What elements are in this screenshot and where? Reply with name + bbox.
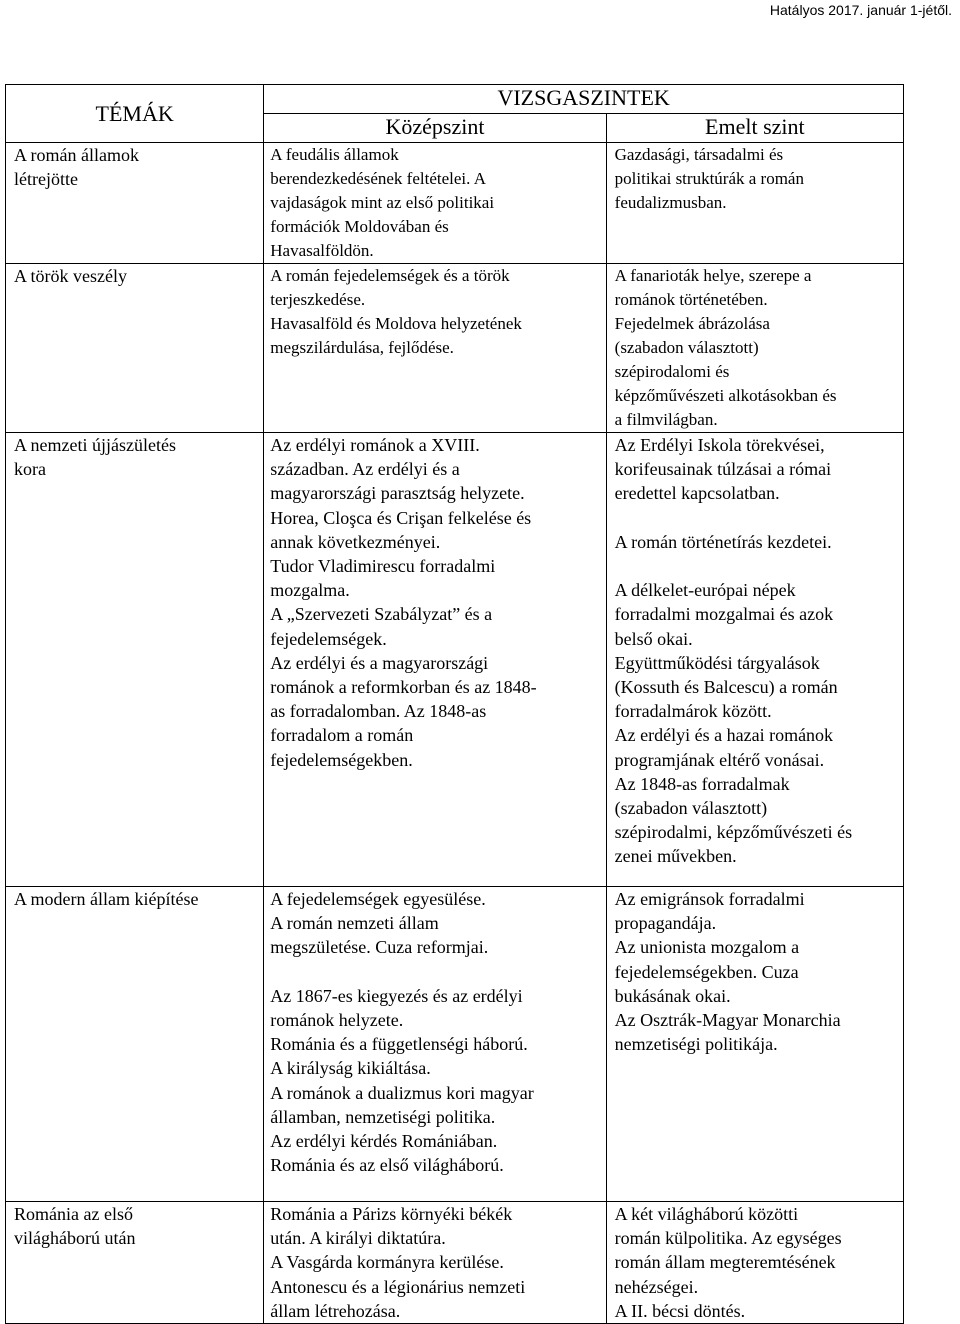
cell-line: annak következményei. [270,531,441,552]
spacer [615,554,903,578]
cell-line: A modern állam kiépítése [14,889,199,909]
cell-line: Tudor Vladimirescu forradalmi [270,556,496,577]
cell-line: állam létrehozása. [270,1300,401,1321]
cell-line: forradalmárok között. [614,701,772,722]
cell-line: A fanarioták helye, szerepe a [614,266,812,285]
cell-line: A két világháború közötti [614,1204,799,1224]
cell-line: formációk Moldovában és [270,217,449,236]
cell-line: korifeusainak túlzásai a római [614,459,832,480]
cell-line: programjának eltérő vonásai. [614,749,825,770]
cell-line: feudalizmusban. [614,193,727,212]
cell-line: A „Szervezeti Szabályzat” és a [270,604,493,625]
cell-line: vajdaságok mint az első politikai [270,193,495,212]
validity-note: Hatályos 2017. január 1-jétől. [769,2,952,18]
cell-line: megszilárdulása, fejlődése. [270,338,454,357]
cell-line: a filmvilágban. [614,410,718,429]
cell-line: után. A királyi diktatúra. [270,1228,446,1249]
cell-line: Antonescu és a légionárius nemzeti [270,1276,526,1297]
mid-level-cell [264,143,606,264]
cell-line: mozgalma. [270,580,350,601]
cell-line: román állam megteremtésének [614,1252,836,1273]
advanced-level-header: Emelt szint [606,114,903,143]
cell-line: kora [14,459,46,480]
cell-line: (szabadon választott) [614,338,759,357]
exam-topics-table [5,84,904,1324]
mid-level-cell [264,264,606,433]
cell-line: Az Osztrák-Magyar Monarchia [614,1010,841,1031]
cell-line: A királyság kikiáltása. [270,1058,431,1079]
mid-level-cell [264,887,606,1202]
advanced-level-cell [606,887,903,1202]
topic-cell [6,433,264,887]
table-row [6,264,904,433]
table-row [6,143,904,264]
cell-line: Havasalföldön. [270,241,374,260]
cell-line: zenei művekben. [614,846,737,867]
cell-line: Az Erdélyi Iskola törekvései, [614,435,825,455]
cell-line: nehézségei. [614,1276,699,1297]
topic-cell [6,264,264,433]
cell-line: A II. bécsi döntés. [614,1300,746,1321]
table-row [6,433,904,887]
cell-line: forradalmi mozgalmai és azok [614,604,834,625]
cell-line: as forradalomban. Az 1848-as [270,701,487,722]
cell-line: Az emigránsok forradalmi [614,889,805,909]
cell-line: Románia az első [14,1204,133,1224]
cell-line: államban, nemzetiségi politika. [270,1106,496,1127]
cell-line: A török veszély [14,266,127,286]
cell-line: A fejedelemségek egyesülése. [270,889,486,909]
cell-line: Az 1848-as forradalmak [614,773,790,794]
cell-line: Fejedelmek ábrázolása [614,314,770,333]
cell-line: fejedelemségekben. [270,749,413,770]
cell-line: Az 1867-es kiegyezés és az erdélyi [270,985,523,1006]
cell-line: létrejötte [14,169,78,190]
advanced-level-cell [606,1202,903,1324]
cell-line: Románia és a függetlenségi háború. [270,1034,528,1055]
topic-cell [6,143,264,264]
cell-line: Horea, Cloşca és Crişan felkelése és [270,507,532,528]
cell-line: forradalom a román [270,725,414,746]
cell-line: A nemzeti újjászületés [14,435,176,455]
cell-line: században. Az erdélyi és a [270,459,460,480]
cell-line: megszületése. Cuza reformjai. [270,937,489,958]
cell-line: A Vasgárda kormányra kerülése. [270,1252,504,1273]
topics-header: TÉMÁK [6,85,264,143]
cell-line: fejedelemségekben. Cuza [614,961,799,982]
cell-line: magyarországi parasztság helyzete. [270,483,525,504]
cell-line: (Kossuth és Balcescu) a román [614,677,838,697]
cell-line: képzőművészeti alkotásokban és [614,386,837,405]
levels-header: VIZSGASZINTEK [264,85,904,114]
cell-line: románok helyzete. [270,1010,404,1030]
cell-line: A román történetírás kezdetei. [614,531,832,552]
cell-line: belső okai. [614,628,693,649]
spacer [615,506,903,530]
cell-line: Az erdélyi és a hazai románok [614,725,834,746]
cell-line: románok történetében. [614,290,768,309]
spacer [270,960,605,984]
advanced-level-cell [606,433,903,887]
cell-line: terjeszkedése. [270,290,366,309]
cell-line: (szabadon választott) [614,798,768,819]
cell-line: bukásának okai. [614,985,731,1006]
cell-line: A román fejedelemségek és a török [270,266,510,285]
cell-line: Együttműködési tárgyalások [614,652,820,673]
cell-line: propagandája. [614,913,717,934]
cell-line: fejedelemségek. [270,628,387,649]
cell-line: Az unionista mozgalom a [614,937,800,958]
cell-line: Az erdélyi és a magyarországi [270,652,489,673]
cell-line: Románia és az első világháború. [270,1155,504,1176]
cell-line: szépirodalomi és [614,362,730,381]
advanced-level-cell [606,143,903,264]
table-row [6,1202,904,1324]
cell-line: A délkelet-európai népek [614,580,796,601]
cell-line: Havasalföld és Moldova helyzetének [270,314,522,333]
mid-level-cell [264,433,606,887]
cell-line: Románia a Párizs környéki békék [270,1204,513,1224]
cell-line: Az erdélyi románok a XVIII. [270,435,480,455]
cell-line: A románok a dualizmus kori magyar [270,1082,534,1103]
topic-cell [6,887,264,1202]
cell-line: románok a reformkorban és az 1848- [270,677,537,698]
cell-line: A román államok [14,145,139,165]
cell-line: A román nemzeti állam [270,913,439,934]
cell-line: román külpolitika. Az egységes [614,1228,842,1249]
cell-line: világháború után [14,1228,136,1249]
table-row [6,887,904,1202]
cell-line: szépirodalmi, képzőművészeti és [614,822,853,843]
cell-line: politikai struktúrák a román [614,169,804,188]
cell-line: Az erdélyi kérdés Romániában. [270,1131,498,1152]
cell-line: A feudális államok [270,145,399,164]
cell-line: berendezkedésének feltételei. A [270,169,486,188]
topic-cell [6,1202,264,1324]
mid-level-header: Középszint [264,114,606,143]
cell-line: Gazdasági, társadalmi és [614,145,784,164]
mid-level-cell [264,1202,606,1324]
cell-line: eredettel kapcsolatban. [614,483,780,504]
advanced-level-cell [606,264,903,433]
cell-line: nemzetiségi politikája. [614,1034,778,1055]
